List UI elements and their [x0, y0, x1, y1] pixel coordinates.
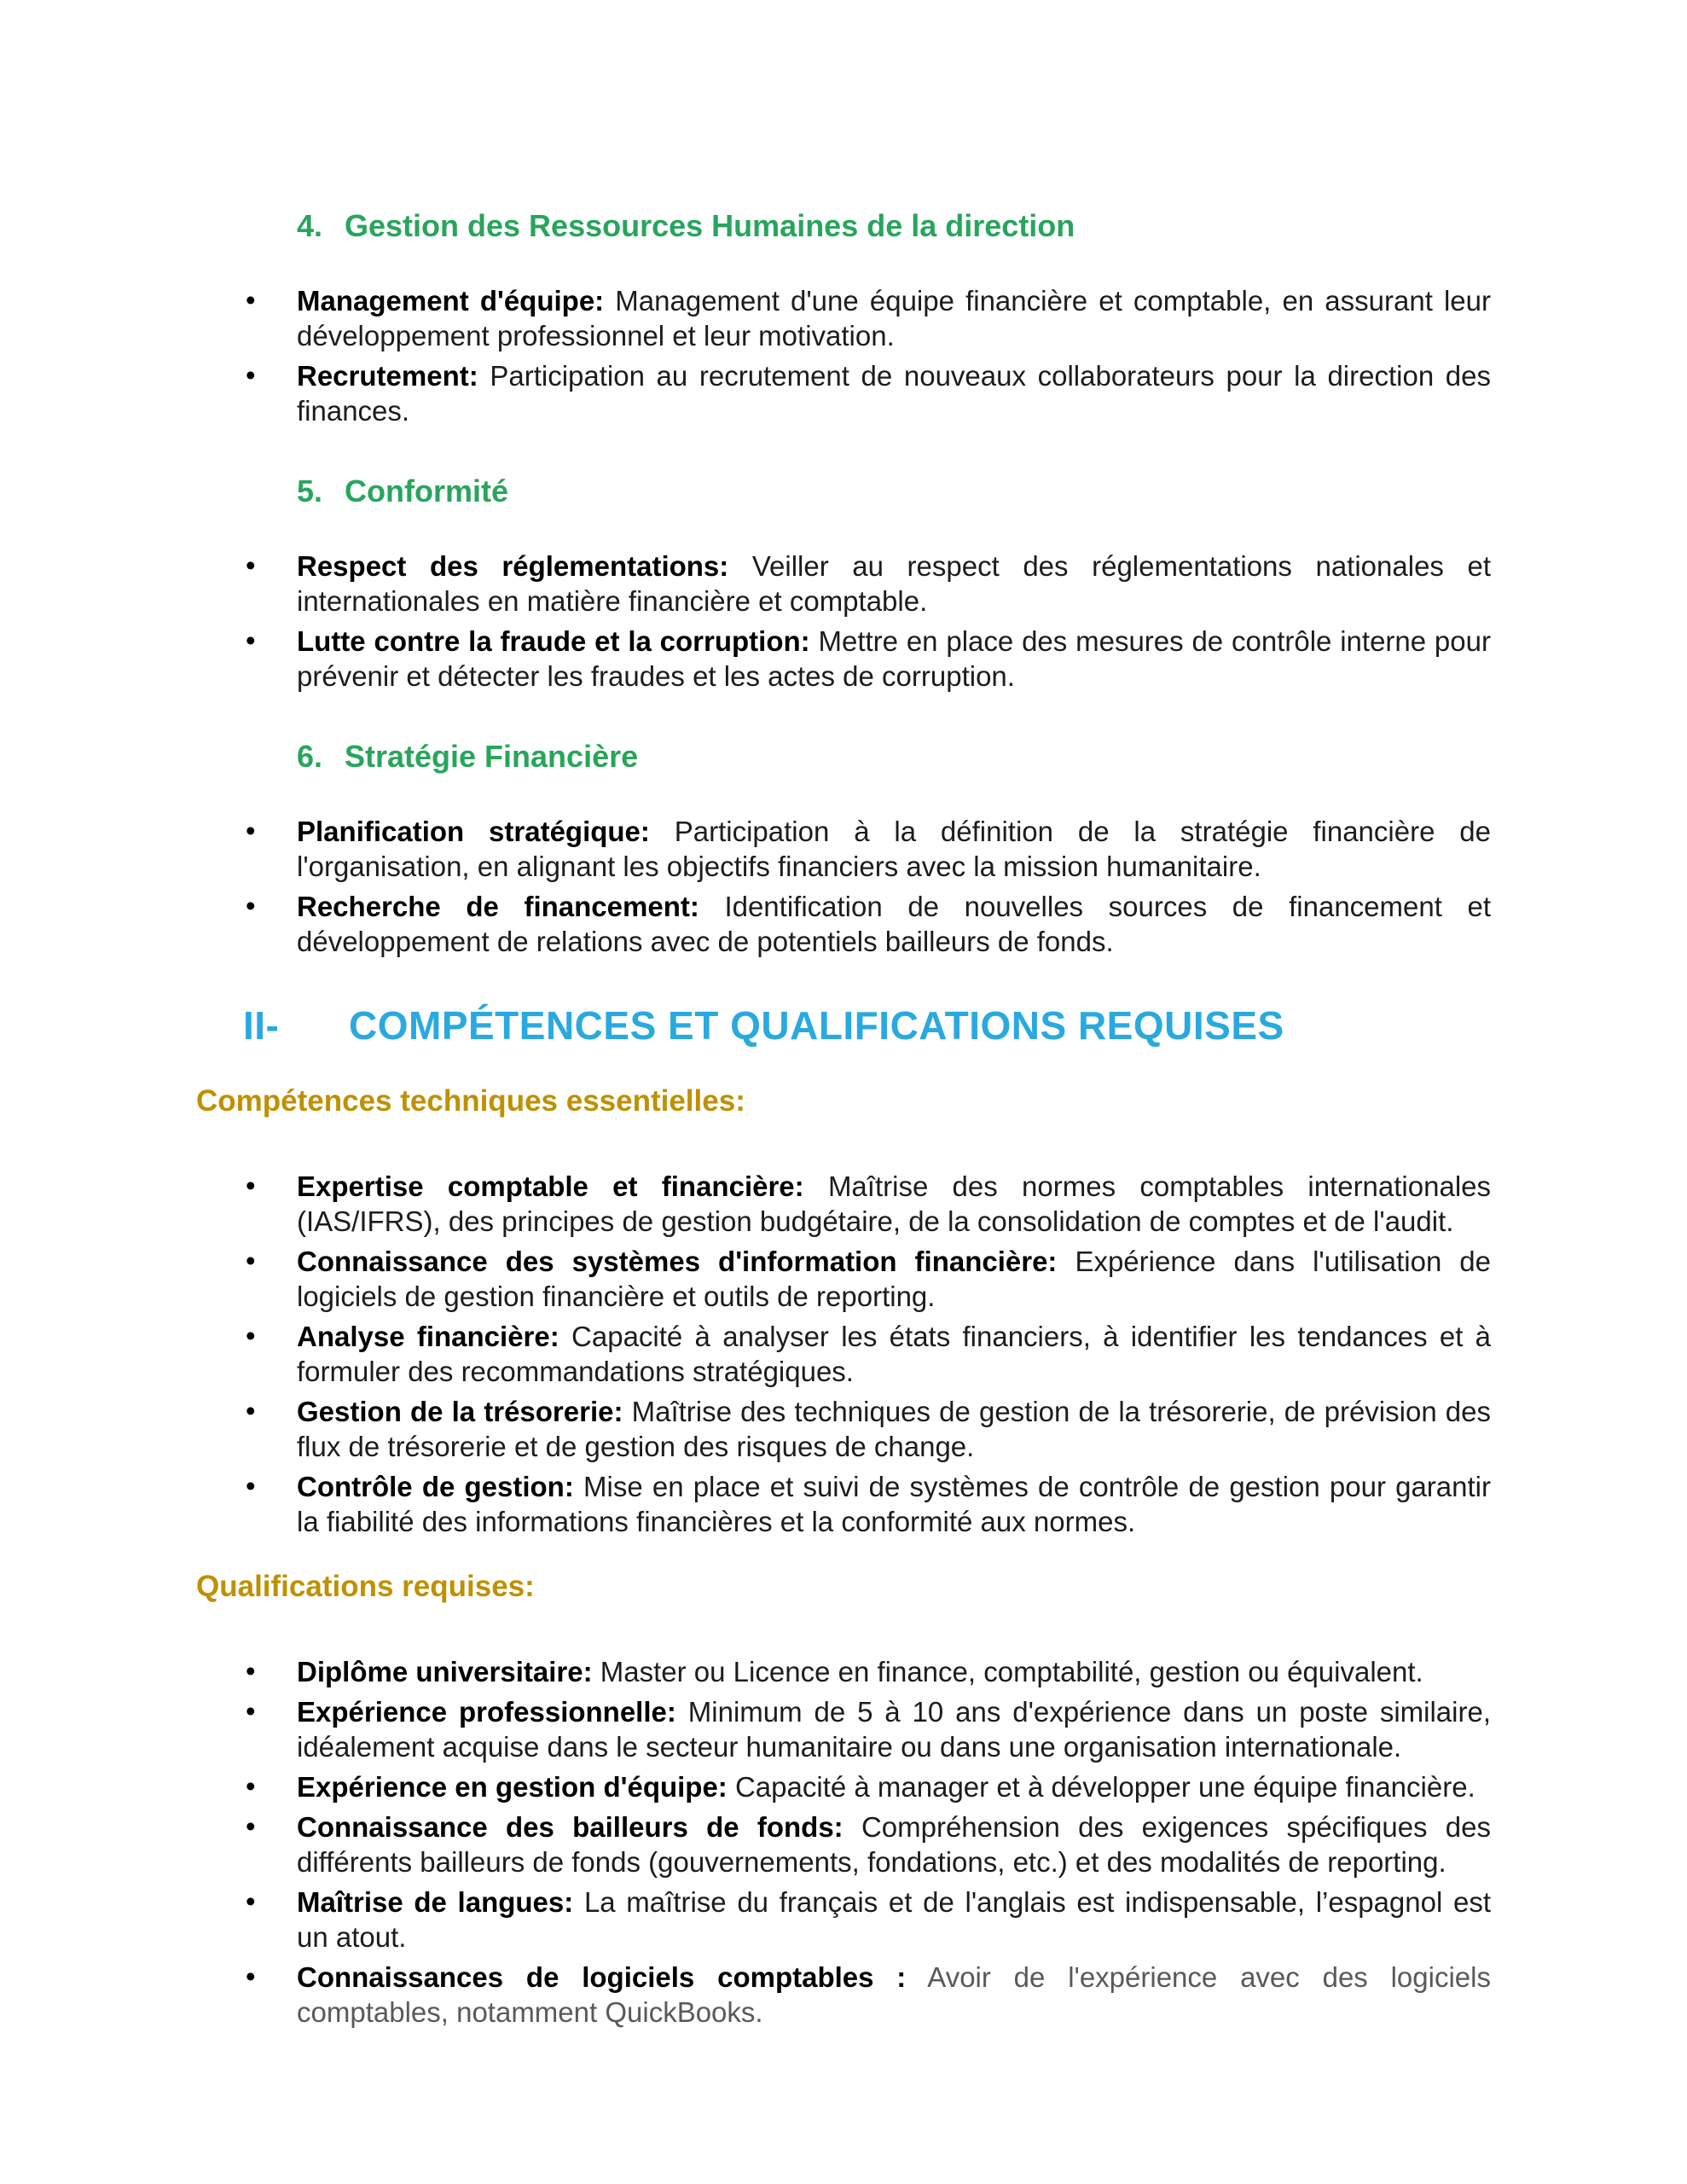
bullet-icon: • — [246, 1960, 256, 1992]
bullet-item — [196, 1654, 1491, 1689]
bullet-item — [196, 549, 1491, 619]
subsection-heading-qualifications: Qualifications requises: — [196, 1570, 535, 1603]
bullet-text: Management d'une équipe financière et comptable, en assurant leur développement professionnel et leur motivation. — [297, 285, 1492, 351]
bullet-text: Maîtrise des normes comptables internationales (IAS/IFRS), des principes de gestion budgétaire, de la consolidation de comptes et de l'audit. — [297, 1170, 1492, 1237]
bullet-icon: • — [246, 549, 256, 581]
bullet-item — [196, 814, 1491, 884]
bullet-label: Lutte contre la fraude et la corruption: — [297, 625, 810, 657]
section-heading-6 — [297, 738, 1491, 775]
heading-number: 5. — [297, 473, 323, 508]
main-heading — [243, 1003, 1491, 1048]
bullet-label: Connaissance des bailleurs de fonds: — [297, 1811, 844, 1843]
bullet-text: Minimum de 5 à 10 ans d'expérience dans un poste similaire, idéalement acquise dans le secteur humanitaire ou dans une organisation internationale. — [297, 1696, 1491, 1763]
bullet-icon: • — [246, 1320, 256, 1351]
bullet-label: Diplôme universitaire: — [297, 1656, 593, 1687]
bullet-icon: • — [246, 890, 256, 921]
bullet-text: Mise en place et suivi de systèmes de contrôle de gestion pour garantir la fiabilité des informations financières et la conformité aux normes. — [297, 1471, 1491, 1537]
bullet-icon: • — [246, 1170, 256, 1201]
bullet-list — [196, 1169, 1491, 1539]
bullet-icon: • — [246, 359, 256, 391]
bullet-text: Mettre en place des mesures de contrôle interne pour prévenir et détecter les fraudes et les actes de corruption. — [297, 625, 1491, 692]
bullet-label: Contrôle de gestion: — [297, 1471, 574, 1502]
bullet-label: Expérience professionnelle: — [297, 1696, 676, 1728]
bullet-icon: • — [246, 815, 256, 846]
bullet-item — [196, 1169, 1491, 1239]
bullet-label: Connaissance des systèmes d'information financière: — [297, 1246, 1058, 1277]
bullet-text: Identification de nouvelles sources de financement et développement de relations avec de potentiels bailleurs de fonds. — [297, 891, 1492, 957]
bullet-label: Connaissances de logiciels comptables : — [297, 1961, 907, 1993]
bullet-label: Analyse financière: — [297, 1321, 559, 1352]
bullet-item — [196, 283, 1491, 353]
bullet-text: Capacité à analyser les états financiers, à identifier les tendances et à formuler des recommandations stratégiques. — [297, 1321, 1492, 1387]
bullet-text: Avoir de l'expérience avec des logiciels comptables, notamment QuickBooks. — [297, 1961, 1491, 2028]
bullet-item — [196, 1809, 1491, 1879]
bullet-list — [196, 549, 1491, 694]
bullet-text: Compréhension des exigences spécifiques des différents bailleurs de fonds (gouvernements, fondations, etc.) et des modalités de reporting. — [297, 1811, 1492, 1878]
bullet-text: La maîtrise du français et de l'anglais est indispensable, l’espagnol est un atout. — [297, 1886, 1492, 1953]
bullet-label: Expertise comptable et financière: — [297, 1170, 804, 1202]
bullet-label: Planification stratégique: — [297, 816, 650, 847]
bullet-text: Maîtrise des techniques de gestion de la trésorerie, de prévision des flux de trésorerie et de gestion des risques de change. — [297, 1396, 1491, 1462]
bullet-text: Veiller au respect des réglementations nationales et internationales en matière financière et comptable. — [297, 550, 1492, 617]
section-heading-5 — [297, 473, 1491, 510]
bullet-item — [196, 1694, 1491, 1764]
bullet-text: Master ou Licence en finance, comptabilité, gestion ou équivalent. — [600, 1656, 1423, 1687]
heading-number: 6. — [297, 739, 323, 774]
bullet-icon: • — [246, 1770, 256, 1802]
bullet-item — [196, 1244, 1491, 1314]
bullet-list — [196, 1654, 1491, 2030]
bullet-item — [196, 1469, 1491, 1539]
section-heading-4 — [297, 207, 1491, 245]
bullet-icon: • — [246, 1695, 256, 1727]
heading-title: Gestion des Ressources Humaines de la direction — [345, 208, 1075, 243]
bullet-text: Capacité à manager et à développer une équipe financière. — [734, 1771, 1475, 1803]
heading-title: Conformité — [345, 473, 508, 508]
bullet-item — [196, 1394, 1491, 1464]
bullet-icon: • — [246, 1655, 256, 1687]
bullet-label: Recherche de financement: — [297, 891, 699, 922]
heading-title: Stratégie Financière — [345, 739, 639, 774]
bullet-label: Maîtrise de langues: — [297, 1886, 574, 1918]
main-heading-number: II- — [243, 1003, 280, 1048]
bullet-item — [196, 1885, 1491, 1955]
bullet-label: Respect des réglementations: — [297, 550, 729, 582]
bullet-item — [196, 1319, 1491, 1389]
heading-number: 4. — [297, 208, 323, 243]
bullet-item — [196, 624, 1491, 694]
bullet-icon: • — [246, 624, 256, 656]
bullet-text: Expérience dans l'utilisation de logiciels de gestion financière et outils de reporting. — [297, 1246, 1491, 1312]
bullet-icon: • — [246, 1470, 256, 1502]
bullet-icon: • — [246, 1245, 256, 1276]
bullet-label: Recrutement: — [297, 360, 478, 392]
subsection-qualifications — [196, 1569, 1491, 2030]
bullet-item — [196, 1769, 1491, 1804]
bullet-list — [196, 283, 1491, 428]
bullet-label: Gestion de la trésorerie: — [297, 1396, 623, 1427]
subsection-heading-competences: Compétences techniques essentielles: — [196, 1084, 745, 1118]
bullet-icon: • — [246, 1810, 256, 1842]
bullet-text: Participation au recrutement de nouveaux collaborateurs pour la direction des finances. — [297, 360, 1492, 427]
bullet-item — [196, 1960, 1491, 2030]
bullet-label: Expérience en gestion d'équipe: — [297, 1771, 728, 1803]
bullet-icon: • — [246, 284, 256, 316]
bullet-item — [196, 358, 1491, 428]
subsection-competences — [196, 1083, 1491, 1539]
bullet-icon: • — [246, 1885, 256, 1917]
main-heading-title: COMPÉTENCES ET QUALIFICATIONS REQUISES — [349, 1003, 1284, 1048]
bullet-label: Management d'équipe: — [297, 285, 605, 317]
bullet-text: Participation à la définition de la stratégie financière de l'organisation, en alignant les objectifs financiers avec la mission humanitaire. — [297, 816, 1491, 882]
bullet-item — [196, 889, 1491, 959]
bullet-icon: • — [246, 1395, 256, 1426]
bullet-list — [196, 814, 1491, 959]
